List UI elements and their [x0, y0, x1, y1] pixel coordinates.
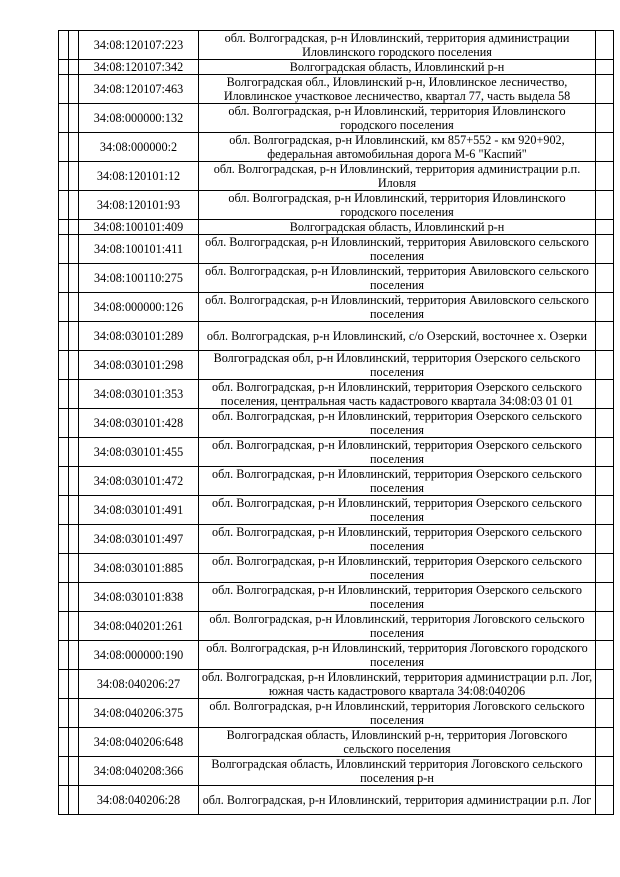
cadastral-number: 34:08:120107:223 [79, 31, 199, 60]
table-row [59, 60, 614, 75]
empty-cell [59, 467, 69, 496]
empty-cell [59, 641, 69, 670]
empty-cell [59, 162, 69, 191]
table-row [59, 264, 614, 293]
empty-cell [59, 699, 69, 728]
empty-cell [69, 554, 79, 583]
empty-cell [69, 438, 79, 467]
empty-cell [596, 641, 614, 670]
address: Волгоградская область, Иловлинский территория Логовского сельского поселения р-н [199, 757, 596, 786]
empty-cell [59, 60, 69, 75]
address: Волгоградская область, Иловлинский р-н [199, 60, 596, 75]
empty-cell [59, 75, 69, 104]
empty-cell [596, 264, 614, 293]
cadastral-number: 34:08:030101:455 [79, 438, 199, 467]
table-row [59, 612, 614, 641]
address: обл. Волгоградская, р-н Иловлинский, территория Иловлинского городского поселения [199, 104, 596, 133]
empty-cell [596, 496, 614, 525]
empty-cell [596, 133, 614, 162]
empty-cell [69, 612, 79, 641]
empty-cell [69, 525, 79, 554]
table-row [59, 133, 614, 162]
cadastral-number: 34:08:120107:342 [79, 60, 199, 75]
table-row [59, 728, 614, 757]
address: обл. Волгоградская, р-н Иловлинский, территория Авиловского сельского поселения [199, 235, 596, 264]
table-row [59, 351, 614, 380]
table-row [59, 438, 614, 467]
table-row [59, 220, 614, 235]
table-body [59, 31, 614, 815]
empty-cell [59, 438, 69, 467]
empty-cell [596, 60, 614, 75]
cadastral-number: 34:08:030101:838 [79, 583, 199, 612]
table-row [59, 525, 614, 554]
address: обл. Волгоградская, р-н Иловлинский, территория Авиловского сельского поселения [199, 293, 596, 322]
empty-cell [596, 220, 614, 235]
empty-cell [596, 351, 614, 380]
address: Волгоградская область, Иловлинский р-н [199, 220, 596, 235]
empty-cell [59, 525, 69, 554]
empty-cell [59, 191, 69, 220]
empty-cell [69, 322, 79, 351]
empty-cell [596, 757, 614, 786]
address: обл. Волгоградская, р-н Иловлинский, территория Логовского городского поселения [199, 641, 596, 670]
address: обл. Волгоградская, р-н Иловлинский, территория администрации р.п. Лог, южная часть кадастрового квартала 34:08:040206 [199, 670, 596, 699]
address: обл. Волгоградская, р-н Иловлинский, территория Авиловского сельского поселения [199, 264, 596, 293]
empty-cell [69, 757, 79, 786]
empty-cell [69, 191, 79, 220]
cadastral-number: 34:08:040201:261 [79, 612, 199, 641]
empty-cell [59, 351, 69, 380]
document-page [58, 30, 600, 815]
empty-cell [596, 293, 614, 322]
cadastral-number: 34:08:030101:353 [79, 380, 199, 409]
empty-cell [69, 496, 79, 525]
address: обл. Волгоградская, р-н Иловлинский, территория Озерского сельского поселения [199, 409, 596, 438]
empty-cell [69, 351, 79, 380]
empty-cell [596, 467, 614, 496]
empty-cell [69, 31, 79, 60]
table-row [59, 641, 614, 670]
table-row [59, 786, 614, 815]
table-row [59, 104, 614, 133]
empty-cell [59, 380, 69, 409]
empty-cell [59, 728, 69, 757]
cadastral-number: 34:08:040206:28 [79, 786, 199, 815]
empty-cell [69, 162, 79, 191]
empty-cell [596, 31, 614, 60]
empty-cell [59, 583, 69, 612]
cadastral-table [58, 30, 614, 815]
address: обл. Волгоградская, р-н Иловлинский, территория Озерского сельского поселения, центральная часть кадастрового квартала 34:08:03 01 01 [199, 380, 596, 409]
empty-cell [59, 612, 69, 641]
cadastral-number: 34:08:100110:275 [79, 264, 199, 293]
cadastral-number: 34:08:120101:93 [79, 191, 199, 220]
cadastral-number: 34:08:040206:375 [79, 699, 199, 728]
empty-cell [59, 133, 69, 162]
empty-cell [59, 322, 69, 351]
empty-cell [69, 104, 79, 133]
table-row [59, 31, 614, 60]
empty-cell [69, 409, 79, 438]
table-row [59, 699, 614, 728]
cadastral-number: 34:08:030101:289 [79, 322, 199, 351]
empty-cell [596, 322, 614, 351]
address: обл. Волгоградская, р-н Иловлинский, территория Озерского сельского поселения [199, 554, 596, 583]
empty-cell [596, 235, 614, 264]
cadastral-number: 34:08:030101:472 [79, 467, 199, 496]
empty-cell [69, 293, 79, 322]
empty-cell [69, 699, 79, 728]
empty-cell [59, 31, 69, 60]
table-row [59, 757, 614, 786]
table-row [59, 322, 614, 351]
cadastral-number: 34:08:000000:2 [79, 133, 199, 162]
address: обл. Волгоградская, р-н Иловлинский, территория Иловлинского городского поселения [199, 191, 596, 220]
empty-cell [596, 380, 614, 409]
cadastral-number: 34:08:030101:885 [79, 554, 199, 583]
address: обл. Волгоградская, р-н Иловлинский, км 857+552 - км 920+902, федеральная автомобильная дорога М-6 "Каспий" [199, 133, 596, 162]
empty-cell [596, 786, 614, 815]
table-row [59, 293, 614, 322]
empty-cell [596, 191, 614, 220]
empty-cell [59, 220, 69, 235]
address: обл. Волгоградская, р-н Иловлинский, территория администрации Иловлинского городского поселения [199, 31, 596, 60]
cadastral-number: 34:08:040206:648 [79, 728, 199, 757]
table-row [59, 496, 614, 525]
empty-cell [596, 438, 614, 467]
table-row [59, 235, 614, 264]
address: обл. Волгоградская, р-н Иловлинский, с/о Озерский, восточнее х. Озерки [199, 322, 596, 351]
cadastral-number: 34:08:000000:190 [79, 641, 199, 670]
empty-cell [69, 75, 79, 104]
address: обл. Волгоградская, р-н Иловлинский, территория Озерского сельского поселения [199, 438, 596, 467]
cadastral-number: 34:08:030101:428 [79, 409, 199, 438]
cadastral-number: 34:08:040206:27 [79, 670, 199, 699]
address: обл. Волгоградская, р-н Иловлинский, территория Озерского сельского поселения [199, 583, 596, 612]
table-row [59, 467, 614, 496]
cadastral-number: 34:08:000000:126 [79, 293, 199, 322]
empty-cell [596, 409, 614, 438]
table-row [59, 380, 614, 409]
table-row [59, 554, 614, 583]
empty-cell [69, 220, 79, 235]
table-row [59, 670, 614, 699]
empty-cell [69, 133, 79, 162]
empty-cell [59, 670, 69, 699]
cadastral-number: 34:08:030101:497 [79, 525, 199, 554]
empty-cell [596, 104, 614, 133]
empty-cell [596, 525, 614, 554]
empty-cell [59, 293, 69, 322]
cadastral-number: 34:08:120101:12 [79, 162, 199, 191]
address: обл. Волгоградская, р-н Иловлинский, территория Озерского сельского поселения [199, 496, 596, 525]
empty-cell [596, 612, 614, 641]
empty-cell [596, 162, 614, 191]
empty-cell [59, 786, 69, 815]
address: обл. Волгоградская, р-н Иловлинский, территория Логовского сельского поселения [199, 699, 596, 728]
empty-cell [69, 641, 79, 670]
empty-cell [69, 60, 79, 75]
empty-cell [596, 670, 614, 699]
address: обл. Волгоградская, р-н Иловлинский, территория администрации р.п. Лог [199, 786, 596, 815]
empty-cell [69, 264, 79, 293]
empty-cell [69, 467, 79, 496]
address: Волгоградская обл, р-н Иловлинский, территория Озерского сельского поселения [199, 351, 596, 380]
address: Волгоградская обл., Иловлинский р-н, Иловлинское лесничество, Иловлинское участковое лесничество, квартал 77, часть выдела 58 [199, 75, 596, 104]
empty-cell [69, 728, 79, 757]
empty-cell [596, 728, 614, 757]
cadastral-number: 34:08:040208:366 [79, 757, 199, 786]
empty-cell [59, 757, 69, 786]
empty-cell [596, 75, 614, 104]
empty-cell [59, 409, 69, 438]
empty-cell [69, 786, 79, 815]
table-row [59, 162, 614, 191]
table-row [59, 583, 614, 612]
cadastral-number: 34:08:030101:298 [79, 351, 199, 380]
empty-cell [69, 235, 79, 264]
empty-cell [69, 380, 79, 409]
empty-cell [59, 554, 69, 583]
cadastral-number: 34:08:100101:411 [79, 235, 199, 264]
empty-cell [59, 496, 69, 525]
empty-cell [59, 104, 69, 133]
empty-cell [69, 670, 79, 699]
cadastral-number: 34:08:100101:409 [79, 220, 199, 235]
cadastral-number: 34:08:030101:491 [79, 496, 199, 525]
empty-cell [596, 554, 614, 583]
address: обл. Волгоградская, р-н Иловлинский, территория администрации р.п. Иловля [199, 162, 596, 191]
cadastral-number: 34:08:000000:132 [79, 104, 199, 133]
empty-cell [59, 235, 69, 264]
empty-cell [596, 583, 614, 612]
address: обл. Волгоградская, р-н Иловлинский, территория Озерского сельского поселения [199, 525, 596, 554]
address: обл. Волгоградская, р-н Иловлинский, территория Озерского сельского поселения [199, 467, 596, 496]
table-row [59, 191, 614, 220]
empty-cell [69, 583, 79, 612]
empty-cell [59, 264, 69, 293]
table-row [59, 409, 614, 438]
empty-cell [596, 699, 614, 728]
cadastral-number: 34:08:120107:463 [79, 75, 199, 104]
address: обл. Волгоградская, р-н Иловлинский, территория Логовского сельского поселения [199, 612, 596, 641]
table-row [59, 75, 614, 104]
address: Волгоградская область, Иловлинский р-н, территория Логовского сельского поселения [199, 728, 596, 757]
